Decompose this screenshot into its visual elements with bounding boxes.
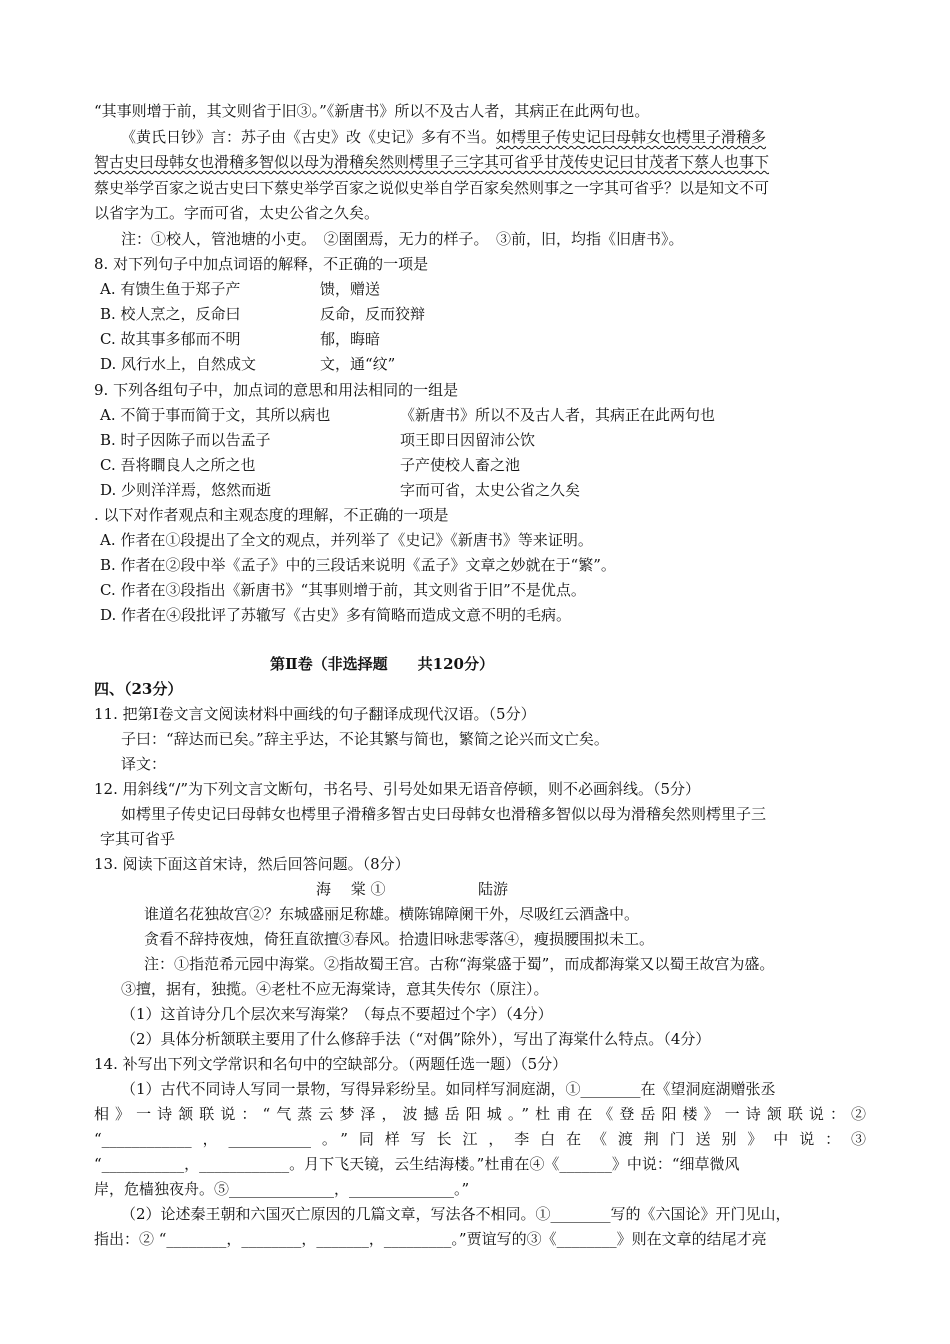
- option-a: A. 不简于事而简于文，其所以病也: [100, 406, 331, 424]
- option-d: D. 作者在④段批评了苏辙写《古史》多有简略而造成文意不明的毛病。: [100, 606, 572, 624]
- question-14-part-1: （1）古代不同诗人写同一景物，写得异彩纷呈。如同样写洞庭湖，①________在《望洞庭湖赠张丞: [121, 1080, 776, 1098]
- question-12: 12. 用斜线“/”为下列文言文断句，书名号、引号处如果无语音停顿，则不必画斜线。（5分）: [94, 780, 701, 798]
- poem-author: 陆游: [478, 880, 509, 898]
- question-14-part-1: 相》一诗颔联说：“气蒸云梦泽，波撼岳阳城。”杜甫在《登岳阳楼》一诗颔联说：②: [94, 1105, 866, 1123]
- passage-line: 以省字为工。字而可省，太史公省之久矣。: [94, 204, 380, 222]
- section-title: 第Ⅱ卷（非选择题 共120分）: [270, 655, 494, 673]
- question-14: 14. 补写出下列文学常识和名句中的空缺部分。（两题任选一题）（5分）: [94, 1055, 568, 1073]
- option-c-pair: 子产使校人畜之池: [400, 456, 521, 474]
- option-d: D. 少则洋洋焉，悠然而逝: [100, 481, 272, 499]
- question-11-source: 子曰：“辞达而已矣。”辞主乎达，不论其繁与简也，繁简之论兴而文亡矣。: [121, 730, 609, 748]
- question-12-text: 字其可省乎: [100, 830, 176, 848]
- option-b-gloss: 反命，反而狡辩: [320, 305, 426, 323]
- question-13: 13. 阅读下面这首宋诗，然后回答问题。（8分）: [94, 855, 410, 873]
- annotation-line: 注：①校人，管池塘的小吏。 ②圉圉焉，无力的样子。 ③前，旧，均指《旧唐书》。: [121, 230, 684, 248]
- poem-title: 海 棠 ①: [316, 880, 386, 898]
- option-c: C. 故其事多郁而不明: [100, 330, 241, 348]
- option-b: B. 时子因陈子而以告孟子: [100, 431, 271, 449]
- passage-line: [121, 125, 766, 150]
- option-b-pair: 项王即日因留沛公饮: [400, 431, 536, 449]
- option-c: C. 吾将瞷良人之所之也: [100, 456, 256, 474]
- poem-note: ③擅，据有，独揽。④老杜不应无海棠诗，意其失传尔（原注）。: [121, 980, 549, 998]
- question-14-part-2: 指出：② “________，________，_______，_________。”贾谊写的③《________》则在文章的结尾才亮: [94, 1230, 767, 1248]
- option-a: A. 有馈生鱼于郑子产: [100, 280, 241, 298]
- question-14-part-2: （2）论述秦王朝和六国灭亡原因的几篇文章，写法各不相同。①________写的《六国论》开门见山，: [121, 1205, 791, 1223]
- question-10: . 以下对作者观点和主观态度的理解，不正确的一项是: [94, 506, 449, 524]
- question-14-part-1: 岸，危樯独夜舟。⑤______________，______________。”: [94, 1180, 470, 1198]
- option-a: A. 作者在①段提出了全文的观点，并列举了《史记》《新唐书》等来证明。: [100, 531, 593, 549]
- poem-line: 贪看不辞持夜烛，倚狂直欲擅③春风。拾遗旧咏悲零落④，瘦损腰围拟未工。: [144, 930, 655, 948]
- question-13-part-2: （2）具体分析颔联主要用了什么修辞手法（“对偶”除外），写出了海棠什么特点。（4分）: [121, 1030, 711, 1048]
- question-12-text: 如樗里子传史记曰母韩女也樗里子滑稽多智古史曰母韩女也滑稽多智似以母为滑稽矣然则樗里子三: [121, 805, 767, 823]
- question-13-part-1: （1）这首诗分几个层次来写海棠？（每点不要超过个字）（4分）: [121, 1005, 553, 1023]
- option-a-gloss: 馈，赠送: [320, 280, 381, 298]
- option-c: C. 作者在③段指出《新唐书》“其事则增于前，其文则省于旧”不是优点。: [100, 581, 586, 599]
- question-14-part-1: “___________，____________。月下飞天镜，云生结海楼。”杜甫在④《_______》中说：“细草微风: [94, 1155, 740, 1173]
- option-c-gloss: 郁，晦暗: [320, 330, 381, 348]
- translation-label: 译文：: [121, 755, 167, 773]
- option-d-gloss: 文，通“纹”: [320, 355, 396, 373]
- question-8: 8. 对下列句子中加点词语的解释，不正确的一项是: [94, 255, 429, 273]
- passage-line: “其事则增于前，其文则省于旧③。”《新唐书》所以不及古人者，其病正在此两句也。: [94, 102, 650, 120]
- question-11: 11. 把第Ⅰ卷文言文阅读材料中画线的句子翻译成现代汉语。（5分）: [94, 705, 536, 723]
- underlined-sentence: 如樗里子传史记曰母韩女也樗里子滑稽多: [496, 128, 767, 146]
- option-a-pair: 《新唐书》所以不及古人者，其病正在此两句也: [400, 406, 716, 424]
- passage-text: 《黄氏日钞》言：苏子由《古史》改《史记》多有不当。: [121, 128, 497, 146]
- question-14-part-1: “____________，___________。”同样写长江，李白在《渡荆门送别》中说：③: [94, 1130, 866, 1148]
- poem-note: 注：①指范希元园中海棠。②指故蜀王宫。古称“海棠盛于蜀”，而成都海棠又以蜀王故宫为盛。: [144, 955, 775, 973]
- option-b: B. 校人烹之，反命曰: [100, 305, 241, 323]
- option-d-pair: 字而可省，太史公省之久矣: [400, 481, 581, 499]
- passage-line: 蔡史举学百家之说古史曰下蔡史举学百家之说似史举自学百家矣然则事之一字其可省乎？以是知文不可: [94, 179, 770, 197]
- underlined-sentence: 智古史曰母韩女也滑稽多智似以母为滑稽矣然则樗里子三字其可省乎甘茂传史记曰甘茂者下蔡人也事下: [94, 153, 770, 171]
- poem-line: 谁道名花独故宫②？东城盛丽足称雄。横陈锦障阑干外，尽吸红云酒盏中。: [144, 905, 640, 923]
- option-b: B. 作者在②段中举《孟子》中的三段话来说明《孟子》文章之妙就在于“繁”。: [100, 556, 616, 574]
- question-9: 9. 下列各组句子中，加点词的意思和用法相同的一组是: [94, 381, 459, 399]
- part-heading: 四、（23分）: [94, 680, 183, 698]
- option-d: D. 风行水上，自然成文: [100, 355, 257, 373]
